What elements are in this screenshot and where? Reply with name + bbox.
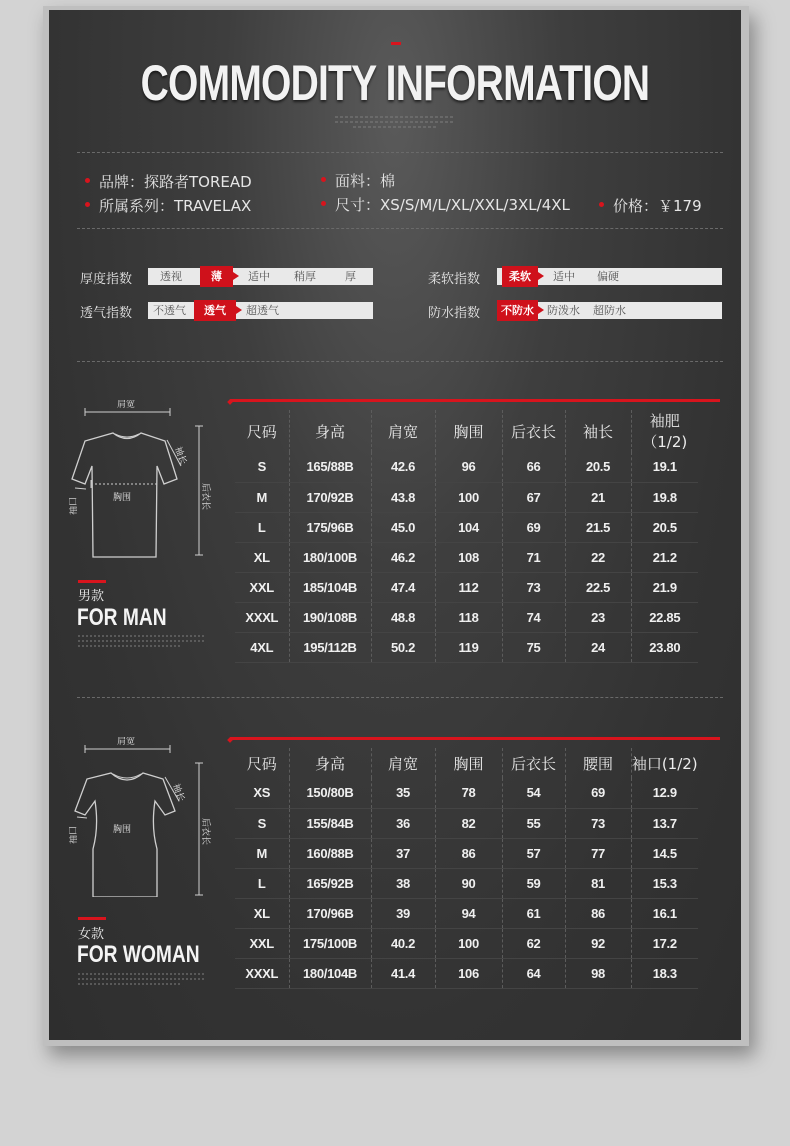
men-en-label: FOR MAN <box>77 604 167 631</box>
measurement-cell: 17.2 <box>631 928 698 958</box>
material-info <box>321 170 395 191</box>
thickness-option: 厚 <box>345 270 356 283</box>
measurement-cell: 55 <box>502 808 565 838</box>
measurement-cell: 36 <box>371 808 435 838</box>
measurement-cell: 62 <box>502 928 565 958</box>
shoulder-label: 肩宽 <box>117 737 136 747</box>
measurement-cell: 23 <box>565 602 631 632</box>
measurement-cell: 16.1 <box>631 898 698 928</box>
measurement-cell: 47.4 <box>371 572 435 602</box>
measurement-cell: 100 <box>435 928 502 958</box>
table-row <box>235 778 698 808</box>
measurement-cell: 20.5 <box>631 512 698 542</box>
divider <box>77 361 723 362</box>
back-length-label: 后衣长 <box>200 483 210 511</box>
measurement-cell: 69 <box>502 512 565 542</box>
measurement-cell: 35 <box>371 778 435 808</box>
measurement-cell: 165/88B <box>289 452 371 482</box>
measurement-cell: 195/112B <box>289 632 371 662</box>
measurement-cell: 86 <box>565 898 631 928</box>
measurement-cell: 21.9 <box>631 572 698 602</box>
table-row <box>235 632 698 662</box>
women-decoration <box>78 973 206 988</box>
measurement-cell: 61 <box>502 898 565 928</box>
header-cell: 身高 <box>289 748 371 778</box>
table-row <box>235 808 698 838</box>
header-cell: 尺码 <box>246 422 277 441</box>
measurement-cell: 78 <box>435 778 502 808</box>
measurement-cell: 22.85 <box>631 602 698 632</box>
measurement-cell: 190/108B <box>289 602 371 632</box>
measurement-cell: 59 <box>502 868 565 898</box>
size-cell: S <box>235 452 289 482</box>
men-table-header <box>235 410 698 452</box>
material-text: 面料：棉 <box>335 172 396 190</box>
header-cell: 腰围 <box>565 748 631 778</box>
thickness-option: 透视 <box>160 270 182 283</box>
header-cell: 后衣长 <box>502 410 565 452</box>
thickness-label: 厚度指数 <box>80 272 133 287</box>
softness-option: 适中 <box>553 270 575 283</box>
men-size-table <box>235 410 698 663</box>
thickness-option: 稍厚 <box>294 270 316 283</box>
measurement-cell: 170/96B <box>289 898 371 928</box>
size-cell: S <box>235 808 289 838</box>
measurement-cell: 185/104B <box>289 572 371 602</box>
breathability-option: 不透气 <box>153 304 186 317</box>
measurement-cell: 100 <box>435 482 502 512</box>
series-info <box>85 195 251 216</box>
softness-label: 柔软指数 <box>428 272 481 287</box>
measurement-cell: 22 <box>565 542 631 572</box>
brand-text: 品牌：探路者TOREAD <box>99 173 252 191</box>
header-cell: 尺码 <box>246 754 277 773</box>
back-length-label: 后衣长 <box>200 818 210 846</box>
women-en-label: FOR WOMAN <box>77 941 200 968</box>
measurement-cell: 165/92B <box>289 868 371 898</box>
men-cn-label: 男款 <box>78 589 105 604</box>
measurement-cell: 77 <box>565 838 631 868</box>
measurement-cell: 13.7 <box>631 808 698 838</box>
title-decoration <box>335 116 455 131</box>
title-accent <box>391 42 401 45</box>
size-cell: XXXL <box>235 602 289 632</box>
measurement-cell: 175/100B <box>289 928 371 958</box>
women-accent <box>78 917 106 920</box>
price-text: 价格：￥179 <box>613 197 702 215</box>
measurement-cell: 90 <box>435 868 502 898</box>
measurement-cell: 150/80B <box>289 778 371 808</box>
measurement-cell: 75 <box>502 632 565 662</box>
table-row <box>235 898 698 928</box>
sleeve-label: 袖长 <box>172 445 188 466</box>
measurement-cell: 155/84B <box>289 808 371 838</box>
measurement-cell: 39 <box>371 898 435 928</box>
size-cell: XXXL <box>235 958 289 988</box>
measurement-cell: 21.5 <box>565 512 631 542</box>
measurement-cell: 54 <box>502 778 565 808</box>
size-cell: M <box>235 838 289 868</box>
table-row <box>235 512 698 542</box>
measurement-cell: 24 <box>565 632 631 662</box>
sizes-text: 尺寸：XS/S/M/L/XL/XXL/3XL/4XL <box>335 196 570 214</box>
divider <box>77 228 723 229</box>
series-text: 所属系列：TRAVELAX <box>99 197 252 215</box>
men-tshirt-diagram <box>69 400 219 560</box>
header-cell: 袖口(1/2) <box>631 748 698 778</box>
size-cell: XXL <box>235 572 289 602</box>
table-row <box>235 542 698 572</box>
measurement-cell: 46.2 <box>371 542 435 572</box>
measurement-cell: 64 <box>502 958 565 988</box>
women-table-header <box>235 748 698 778</box>
table-row <box>235 452 698 482</box>
measurement-cell: 180/104B <box>289 958 371 988</box>
measurement-cell: 170/92B <box>289 482 371 512</box>
waterproof-scale <box>497 302 722 319</box>
measurement-cell: 106 <box>435 958 502 988</box>
size-cell: M <box>235 482 289 512</box>
header-cell: 袖肥（1/2) <box>631 410 698 452</box>
measurement-cell: 50.2 <box>371 632 435 662</box>
breathability-option-selected: 透气 <box>194 300 236 321</box>
divider <box>77 152 723 153</box>
measurement-cell: 73 <box>502 572 565 602</box>
header-cell: 袖长 <box>565 410 631 452</box>
measurement-cell: 38 <box>371 868 435 898</box>
women-size-table <box>235 748 698 989</box>
shoulder-label: 肩宽 <box>117 400 136 410</box>
price-info <box>599 195 702 216</box>
measurement-cell: 48.8 <box>371 602 435 632</box>
measurement-cell: 23.80 <box>631 632 698 662</box>
size-cell: 4XL <box>235 632 289 662</box>
breathability-scale <box>148 302 373 319</box>
size-cell: XL <box>235 898 289 928</box>
size-cell: L <box>235 868 289 898</box>
breathability-option: 超透气 <box>246 304 279 317</box>
page-title: COMMODITY INFORMATION <box>140 55 650 111</box>
measurement-cell: 15.3 <box>631 868 698 898</box>
measurement-cell: 104 <box>435 512 502 542</box>
measurement-cell: 37 <box>371 838 435 868</box>
header-cell: 肩宽 <box>371 410 435 452</box>
cuff-label: 袖口 <box>69 825 79 844</box>
measurement-cell: 108 <box>435 542 502 572</box>
size-cell: XXL <box>235 928 289 958</box>
waterproof-label: 防水指数 <box>428 306 481 321</box>
chest-label: 胸围 <box>113 825 132 835</box>
table-row <box>235 572 698 602</box>
measurement-cell: 69 <box>565 778 631 808</box>
measurement-cell: 21.2 <box>631 542 698 572</box>
measurement-cell: 21 <box>565 482 631 512</box>
cuff-label: 袖口 <box>69 496 79 515</box>
measurement-cell: 19.1 <box>631 452 698 482</box>
measurement-cell: 71 <box>502 542 565 572</box>
measurement-cell: 45.0 <box>371 512 435 542</box>
softness-scale <box>497 268 722 285</box>
measurement-cell: 96 <box>435 452 502 482</box>
measurement-cell: 92 <box>565 928 631 958</box>
size-cell: L <box>235 512 289 542</box>
measurement-cell: 94 <box>435 898 502 928</box>
measurement-cell: 74 <box>502 602 565 632</box>
thickness-option-selected: 薄 <box>200 266 233 287</box>
measurement-cell: 180/100B <box>289 542 371 572</box>
measurement-cell: 73 <box>565 808 631 838</box>
measurement-cell: 119 <box>435 632 502 662</box>
sizes-info <box>321 194 570 215</box>
women-tshirt-diagram <box>69 737 219 897</box>
men-table-bar <box>230 399 720 402</box>
measurement-cell: 160/88B <box>289 838 371 868</box>
measurement-cell: 67 <box>502 482 565 512</box>
measurement-cell: 20.5 <box>565 452 631 482</box>
measurement-cell: 42.6 <box>371 452 435 482</box>
header-cell: 后衣长 <box>502 748 565 778</box>
women-table-bar <box>230 737 720 740</box>
header-cell: 胸围 <box>435 410 502 452</box>
measurement-cell: 14.5 <box>631 838 698 868</box>
brand-info <box>85 171 252 192</box>
measurement-cell: 82 <box>435 808 502 838</box>
men-decoration <box>78 635 206 650</box>
size-cell: XL <box>235 542 289 572</box>
measurement-cell: 41.4 <box>371 958 435 988</box>
chest-label: 胸围 <box>113 493 132 503</box>
women-cn-label: 女款 <box>78 927 105 942</box>
measurement-cell: 40.2 <box>371 928 435 958</box>
thickness-scale <box>148 268 373 285</box>
measurement-cell: 22.5 <box>565 572 631 602</box>
waterproof-option-selected: 不防水 <box>497 300 538 321</box>
measurement-cell: 43.8 <box>371 482 435 512</box>
measurement-cell: 66 <box>502 452 565 482</box>
measurement-cell: 118 <box>435 602 502 632</box>
waterproof-option: 防泼水 <box>547 304 580 317</box>
table-row <box>235 602 698 632</box>
softness-option: 偏硬 <box>597 270 619 283</box>
softness-option-selected: 柔软 <box>502 266 538 287</box>
header-cell: 胸围 <box>435 748 502 778</box>
waterproof-option: 超防水 <box>593 304 626 317</box>
divider <box>77 697 723 698</box>
measurement-cell: 18.3 <box>631 958 698 988</box>
info-panel <box>49 10 741 1040</box>
measurement-cell: 57 <box>502 838 565 868</box>
measurement-cell: 81 <box>565 868 631 898</box>
table-row <box>235 958 698 988</box>
thickness-option: 适中 <box>248 270 270 283</box>
measurement-cell: 112 <box>435 572 502 602</box>
measurement-cell: 175/96B <box>289 512 371 542</box>
table-row <box>235 838 698 868</box>
table-row <box>235 482 698 512</box>
measurement-cell: 98 <box>565 958 631 988</box>
size-cell: XS <box>235 778 289 808</box>
table-row <box>235 868 698 898</box>
measurement-cell: 19.8 <box>631 482 698 512</box>
men-accent <box>78 580 106 583</box>
measurement-cell: 12.9 <box>631 778 698 808</box>
breathability-label: 透气指数 <box>80 306 133 321</box>
measurement-cell: 86 <box>435 838 502 868</box>
header-cell: 身高 <box>289 410 371 452</box>
table-row <box>235 928 698 958</box>
sleeve-label: 袖长 <box>170 782 186 803</box>
header-cell: 肩宽 <box>371 748 435 778</box>
